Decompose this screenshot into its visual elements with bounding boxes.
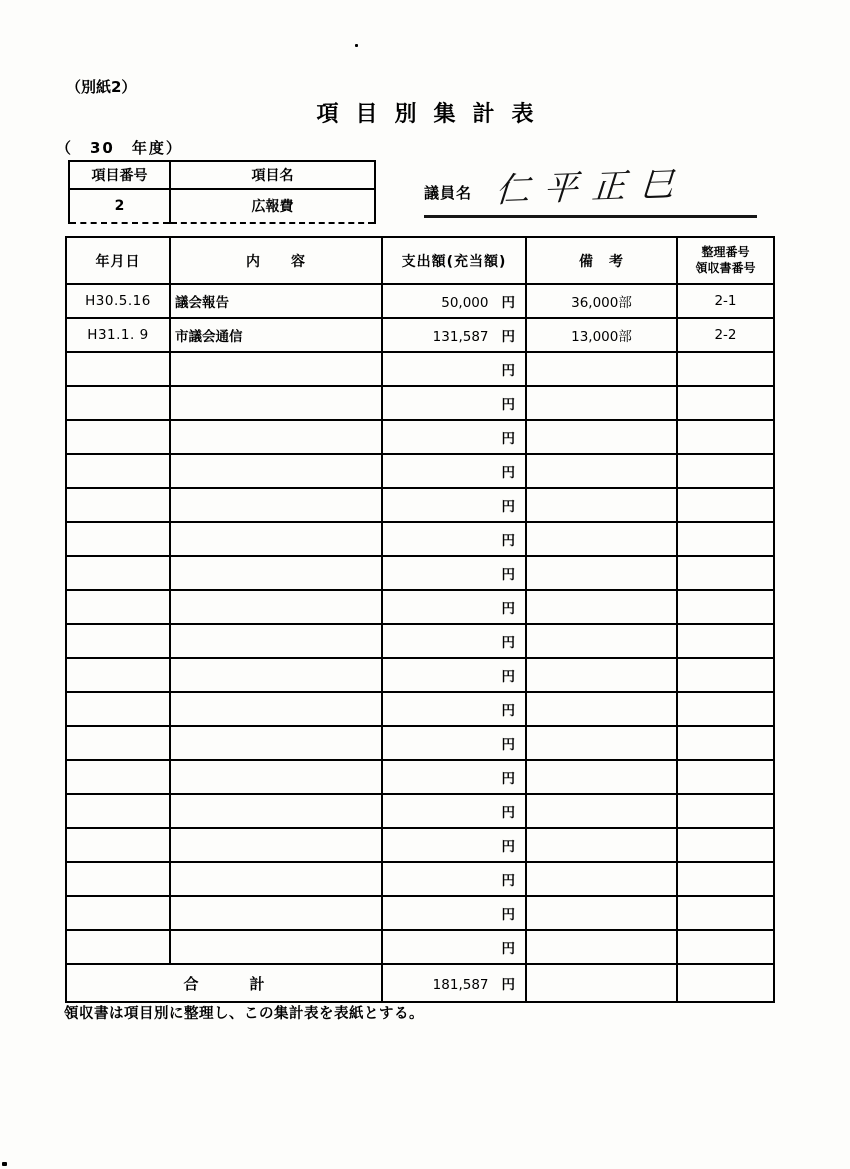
amount-cell <box>382 386 526 420</box>
ref-number-cell <box>677 386 774 420</box>
ref-number-cell: 2-2 <box>677 318 774 352</box>
amount-cell <box>382 590 526 624</box>
content-cell <box>170 794 382 828</box>
col-header-ref-line1: 整理番号 <box>701 244 750 259</box>
empty-table-row <box>66 556 774 590</box>
date-cell <box>66 862 170 896</box>
amount-unit: 円 <box>501 907 515 923</box>
total-label: 合 計 <box>66 964 382 1002</box>
date-cell <box>66 556 170 590</box>
date-cell <box>66 454 170 488</box>
amount-unit: 円 <box>501 703 515 719</box>
remarks-cell <box>526 658 677 692</box>
ref-number-cell <box>677 352 774 386</box>
ref-number-cell <box>677 488 774 522</box>
col-header-amount: 支出額(充当額) <box>382 237 526 284</box>
ref-number-cell <box>677 794 774 828</box>
amount-cell <box>382 284 526 318</box>
date-cell <box>66 794 170 828</box>
amount-unit: 円 <box>501 771 515 787</box>
empty-table-row <box>66 590 774 624</box>
amount-unit: 円 <box>501 873 515 889</box>
date-cell <box>66 522 170 556</box>
amount-unit: 円 <box>501 363 515 379</box>
content-cell: 議会報告 <box>170 284 382 318</box>
remarks-cell: 13,000部 <box>526 318 677 352</box>
amount-cell <box>382 760 526 794</box>
amount-cell <box>382 352 526 386</box>
ref-number-cell <box>677 556 774 590</box>
amount-cell <box>382 522 526 556</box>
remarks-cell <box>526 794 677 828</box>
scan-speck <box>355 44 358 47</box>
ref-number-cell <box>677 658 774 692</box>
ref-number-cell <box>677 590 774 624</box>
member-name-block <box>424 168 757 218</box>
col-header-remarks: 備 考 <box>526 237 677 284</box>
ref-number-cell: 2-1 <box>677 284 774 318</box>
total-amount-value: 181,587 <box>432 977 489 993</box>
content-cell <box>170 522 382 556</box>
amount-cell <box>382 896 526 930</box>
footer-note: 領収書は項目別に整理し、この集計表を表紙とする。 <box>64 1006 424 1022</box>
table-row <box>66 284 774 318</box>
ref-number-cell <box>677 420 774 454</box>
empty-table-row <box>66 760 774 794</box>
empty-table-row <box>66 930 774 964</box>
remarks-cell <box>526 760 677 794</box>
amount-unit: 円 <box>501 839 515 855</box>
empty-table-row <box>66 386 774 420</box>
amount-unit: 円 <box>501 805 515 821</box>
content-cell <box>170 352 382 386</box>
scan-speck <box>2 1162 7 1166</box>
amount-unit: 円 <box>501 567 515 583</box>
empty-table-row <box>66 828 774 862</box>
item-info-table <box>68 160 376 224</box>
amount-cell <box>382 862 526 896</box>
content-cell: 市議会通信 <box>170 318 382 352</box>
content-cell <box>170 624 382 658</box>
date-cell <box>66 726 170 760</box>
empty-table-row <box>66 658 774 692</box>
amount-unit: 円 <box>501 329 515 345</box>
empty-table-row <box>66 692 774 726</box>
date-cell <box>66 624 170 658</box>
total-row <box>66 964 774 1002</box>
amount-unit: 円 <box>501 601 515 617</box>
amount-unit: 円 <box>501 431 515 447</box>
date-cell <box>66 896 170 930</box>
col-header-date: 年月日 <box>66 237 170 284</box>
date-cell <box>66 590 170 624</box>
ref-number-cell <box>677 760 774 794</box>
amount-unit: 円 <box>501 465 515 481</box>
content-cell <box>170 386 382 420</box>
remarks-cell <box>526 522 677 556</box>
amount-value: 131,587 <box>432 329 489 345</box>
ref-number-cell <box>677 828 774 862</box>
date-cell <box>66 828 170 862</box>
ref-number-cell <box>677 522 774 556</box>
ref-number-cell <box>677 624 774 658</box>
total-amount-cell <box>382 964 526 1002</box>
remarks-cell <box>526 420 677 454</box>
amount-unit: 円 <box>501 669 515 685</box>
table-row <box>66 318 774 352</box>
content-cell <box>170 896 382 930</box>
total-ref-cell <box>677 964 774 1002</box>
remarks-cell <box>526 386 677 420</box>
fiscal-year-label: （ 30 年度） <box>56 139 183 157</box>
empty-table-row <box>66 726 774 760</box>
amount-cell <box>382 658 526 692</box>
summary-table-body <box>66 284 774 964</box>
summary-table <box>65 236 775 1003</box>
ref-number-cell <box>677 454 774 488</box>
content-cell <box>170 590 382 624</box>
remarks-cell <box>526 590 677 624</box>
amount-cell <box>382 624 526 658</box>
remarks-cell <box>526 896 677 930</box>
amount-cell <box>382 318 526 352</box>
remarks-cell <box>526 862 677 896</box>
date-cell <box>66 420 170 454</box>
remarks-cell <box>526 454 677 488</box>
amount-cell <box>382 930 526 964</box>
content-cell <box>170 862 382 896</box>
amount-unit: 円 <box>501 499 515 515</box>
amount-cell <box>382 488 526 522</box>
empty-table-row <box>66 896 774 930</box>
empty-table-row <box>66 420 774 454</box>
total-amount-unit: 円 <box>501 977 515 993</box>
date-cell <box>66 488 170 522</box>
amount-cell <box>382 828 526 862</box>
amount-unit: 円 <box>501 635 515 651</box>
remarks-cell <box>526 726 677 760</box>
amount-cell <box>382 420 526 454</box>
amount-cell <box>382 556 526 590</box>
content-cell <box>170 488 382 522</box>
empty-table-row <box>66 624 774 658</box>
amount-value: 50,000 <box>441 295 489 311</box>
empty-table-row <box>66 454 774 488</box>
empty-table-row <box>66 794 774 828</box>
remarks-cell <box>526 352 677 386</box>
item-number-header: 項目番号 <box>69 161 170 189</box>
item-info-header-row <box>69 161 375 189</box>
remarks-cell: 36,000部 <box>526 284 677 318</box>
content-cell <box>170 658 382 692</box>
content-cell <box>170 760 382 794</box>
date-cell <box>66 352 170 386</box>
ref-number-cell <box>677 930 774 964</box>
amount-unit: 円 <box>501 737 515 753</box>
item-name-value: 広報費 <box>170 189 375 223</box>
remarks-cell <box>526 556 677 590</box>
date-cell <box>66 692 170 726</box>
amount-unit: 円 <box>501 941 515 957</box>
amount-unit: 円 <box>501 295 515 311</box>
attachment-label: （別紙2） <box>66 78 137 96</box>
amount-cell <box>382 454 526 488</box>
item-name-header: 項目名 <box>170 161 375 189</box>
ref-number-cell <box>677 896 774 930</box>
col-header-content: 内 容 <box>170 237 382 284</box>
date-cell <box>66 658 170 692</box>
amount-unit: 円 <box>501 397 515 413</box>
empty-table-row <box>66 352 774 386</box>
col-header-ref-line2: 領収書番号 <box>695 260 756 275</box>
content-cell <box>170 556 382 590</box>
content-cell <box>170 828 382 862</box>
col-header-ref <box>677 237 774 284</box>
member-signature-handwritten: 仁平正巳 <box>494 166 689 210</box>
date-cell <box>66 386 170 420</box>
empty-table-row <box>66 488 774 522</box>
content-cell <box>170 420 382 454</box>
ref-number-cell <box>677 862 774 896</box>
page-title: 項目別集計表 <box>316 102 551 127</box>
amount-cell <box>382 726 526 760</box>
ref-number-cell <box>677 726 774 760</box>
date-cell <box>66 930 170 964</box>
remarks-cell <box>526 488 677 522</box>
item-info-value-row <box>69 189 375 223</box>
date-cell: H31.1. 9 <box>66 318 170 352</box>
empty-table-row <box>66 522 774 556</box>
total-remarks-cell <box>526 964 677 1002</box>
member-name-label: 議員名 <box>424 184 473 202</box>
content-cell <box>170 930 382 964</box>
ref-number-cell <box>677 692 774 726</box>
content-cell <box>170 454 382 488</box>
date-cell <box>66 760 170 794</box>
remarks-cell <box>526 930 677 964</box>
remarks-cell <box>526 624 677 658</box>
empty-table-row <box>66 862 774 896</box>
remarks-cell <box>526 828 677 862</box>
amount-cell <box>382 794 526 828</box>
content-cell <box>170 726 382 760</box>
amount-unit: 円 <box>501 533 515 549</box>
remarks-cell <box>526 692 677 726</box>
date-cell: H30.5.16 <box>66 284 170 318</box>
amount-cell <box>382 692 526 726</box>
item-number-value: 2 <box>69 189 170 223</box>
content-cell <box>170 692 382 726</box>
summary-header-row <box>66 237 774 284</box>
